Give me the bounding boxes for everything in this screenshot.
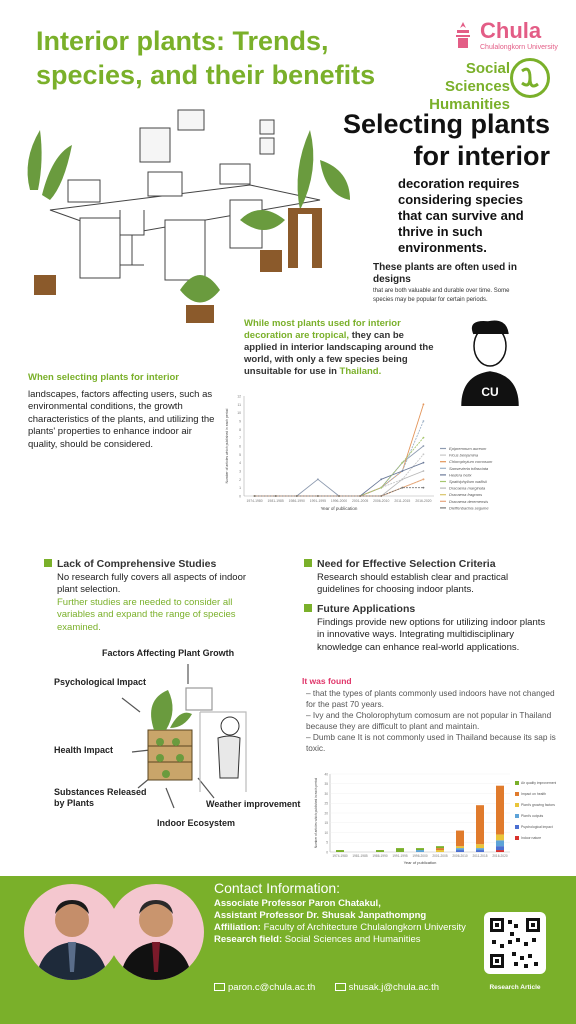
x-tick-label: 2016-2020	[415, 499, 432, 503]
factors-bar-chart	[310, 770, 556, 874]
legend-swatch	[515, 825, 519, 829]
legend-label: Impact on health	[521, 792, 547, 796]
tropical-paragraph: While most plants used for interior decoration are tropical, they can be applied in interior landscaping around the world, with only a few species being unsuitable for use in Thailand.	[244, 318, 434, 377]
x-tick-label: 1986-1990	[372, 854, 388, 858]
bar-segment	[456, 831, 464, 847]
legend-label: Chlorophytum comosum	[449, 459, 493, 465]
qr-label: Research Article	[489, 984, 541, 991]
data-point	[423, 437, 425, 439]
bar-segment	[476, 805, 484, 844]
future-heading: Future Applications	[317, 603, 416, 615]
y-tick-label: 12	[237, 394, 241, 399]
x-tick-label: 1981-1985	[352, 854, 368, 858]
intro-headline: Selecting plants for interior	[342, 109, 550, 171]
contact-name-1: Associate Professor Paron Chatakul,	[214, 898, 381, 909]
species-line-chart	[222, 390, 552, 526]
data-point	[401, 487, 403, 489]
x-tick-label: 2016-2020	[492, 854, 508, 858]
data-point	[254, 495, 256, 497]
bar-segment	[416, 850, 424, 852]
y-tick-label: 4	[239, 461, 241, 466]
future-body: Findings provide new options for utilizing indoor plants in innovative ways. Integrating multidisciplinary knowledge can enhance real-world applications.	[317, 617, 546, 653]
bar-segment	[376, 850, 384, 852]
found-item: – Dumb cane It is not commonly used in Thailand because its sap is toxic.	[306, 732, 556, 753]
legend-label: Indoor nature	[521, 836, 542, 840]
y-tick-label: 6	[239, 444, 241, 449]
label-weather: Weather improvement	[206, 799, 301, 809]
research-qr-code[interactable]	[484, 912, 546, 974]
when-heading: When selecting plants for interior	[28, 372, 179, 383]
y-tick-label: 40	[324, 772, 328, 777]
legend-swatch	[515, 803, 519, 807]
x-tick-label: 1991-1995	[392, 854, 408, 858]
x-tick-label: 1974-1980	[332, 854, 348, 858]
email-link-shusak[interactable]: shusak.j@chula.ac.th	[348, 982, 440, 993]
y-tick-label: 10	[324, 830, 328, 835]
section-lack	[44, 558, 254, 634]
data-point	[423, 487, 425, 489]
x-tick-label: 2006-2010	[373, 499, 390, 503]
legend-label: Dracaena fragrans	[449, 492, 483, 498]
y-tick-label: 0	[326, 850, 328, 855]
data-point	[359, 495, 361, 497]
x-tick-label: 1996-2000	[412, 854, 428, 858]
need-heading: Need for Effective Selection Criteria	[317, 558, 496, 570]
y-tick-label: 30	[324, 791, 328, 796]
contact-affiliation: Faculty of Architecture Chulalongkorn University	[260, 922, 466, 933]
legend-swatch	[515, 792, 519, 796]
label-psych: Psychological Impact	[54, 677, 147, 687]
x-tick-label: 1981-1985	[267, 499, 284, 503]
y-tick-label: 9	[239, 419, 241, 424]
bar-segment	[416, 848, 424, 850]
intro-small-bold: These plants are often used in designs	[373, 262, 517, 285]
legend-swatch	[515, 836, 519, 840]
y-tick-label: 15	[324, 821, 328, 826]
data-point	[401, 470, 403, 472]
data-point	[423, 445, 425, 447]
y-axis-label: Number of articles which published in each period	[314, 777, 318, 849]
legend-label: Dracaena marginata	[449, 485, 486, 491]
series-line	[255, 421, 424, 496]
bar-segment	[496, 834, 504, 840]
bar-segment	[476, 850, 484, 852]
y-axis-label: Number of articles which published in each period	[225, 408, 229, 484]
section-future	[304, 603, 549, 654]
legend-label: Dieffenbachia seguine	[449, 505, 489, 511]
bar-segment	[336, 850, 344, 852]
label-substances: Substances Released by Plants	[54, 787, 147, 808]
found-item: – that the types of plants commonly used indoors have not changed for the past 70 years.	[306, 688, 555, 709]
series-line	[255, 479, 424, 496]
y-tick-label: 10	[237, 411, 241, 416]
lack-body: No research fully covers all aspects of indoor plant selection.	[57, 572, 247, 596]
x-tick-label: 2011-2015	[472, 854, 488, 858]
chula-subtitle: Chulalongkorn University	[480, 44, 558, 51]
data-point	[423, 420, 425, 422]
legend-label: Plant's growing factors	[521, 803, 556, 807]
contact-emails	[214, 982, 439, 993]
x-tick-label: 1996-2000	[330, 499, 348, 503]
legend-label: Dracaena deremensis	[449, 498, 489, 504]
data-point	[317, 495, 319, 497]
bar-segment	[496, 850, 504, 852]
x-tick-label: 2001-2005	[432, 854, 448, 858]
data-point	[275, 495, 277, 497]
label-health: Health Impact	[54, 745, 114, 755]
svg-text:CU: CU	[481, 385, 499, 399]
factors-illustration	[110, 660, 260, 810]
intro-subline: decoration requires considering species that can survive and thrive in such environments.	[398, 176, 524, 255]
data-point	[380, 487, 382, 489]
found-item: – Ivy and the Cholorophytum comosum are not popular in Thailand because they are difficult to plant and maintain.	[306, 710, 552, 731]
data-point	[317, 478, 319, 480]
bar-segment	[476, 848, 484, 850]
legend-label: Spathiphyllum wallisii	[449, 479, 487, 484]
data-point	[423, 470, 425, 472]
y-tick-label: 7	[239, 436, 241, 441]
legend-label: Epipremnum aureum	[449, 446, 487, 451]
contact-field: Social Sciences and Humanities	[282, 934, 421, 945]
series-line	[255, 438, 424, 496]
label-ecosystem: Indoor Ecosystem	[157, 818, 236, 828]
x-tick-label: 2006-2010	[452, 854, 468, 858]
y-tick-label: 0	[239, 494, 241, 499]
mail-icon	[214, 983, 225, 991]
legend-label: Plant's outputs	[521, 814, 544, 818]
data-point	[401, 462, 403, 464]
data-point	[401, 478, 403, 480]
faculty-label: Social Sciences Humanities	[429, 60, 510, 113]
legend-swatch	[515, 781, 519, 785]
bar-segment	[456, 846, 464, 848]
y-tick-label: 20	[324, 811, 328, 816]
found-list	[306, 688, 556, 754]
legend-label: Ficus benjamina	[449, 452, 479, 458]
ssh-emblem-icon	[510, 58, 550, 98]
legend-label: Air quality improvement	[521, 781, 556, 785]
mail-icon	[335, 983, 346, 991]
label-growth: Factors Affecting Plant Growth	[102, 648, 235, 658]
data-point	[380, 478, 382, 480]
lack-body-green: Further studies are needed to consider all variables and expand the range of species examined.	[57, 596, 236, 633]
data-point	[296, 495, 298, 497]
legend-label: Sansevieria trifasciata	[449, 465, 489, 471]
x-tick-label: 1991-1995	[309, 499, 326, 503]
email-link-paron[interactable]: paron.c@chula.ac.th	[228, 982, 316, 993]
poster-title: Interior plants: Trends, species, and their benefits	[36, 26, 376, 90]
x-tick-label: 1974-1980	[246, 499, 263, 503]
chula-name: Chula	[480, 18, 542, 43]
y-tick-label: 5	[326, 840, 328, 845]
when-body: landscapes, factors affecting users, such as environmental conditions, the growth characteristics of the plants, and utilizing the plants' properties to enhance indoor air quality, should be considered.	[28, 389, 215, 450]
x-tick-label: 2011-2015	[394, 499, 411, 503]
y-tick-label: 3	[239, 469, 241, 474]
contact-details: Associate Professor Paron Chatakul, Assistant Professor Dr. Shusak Janpathompng Affiliation: Faculty of Architecture Chulalongkorn University Research field: Social Sciences and Humanities	[214, 898, 484, 946]
bar-segment	[456, 850, 464, 852]
bar-segment	[476, 844, 484, 848]
office-illustration	[20, 100, 365, 330]
bar-segment	[396, 848, 404, 852]
portrait-paron	[24, 884, 120, 980]
need-body: Research should establish clear and practical guidelines for choosing indoor plants.	[317, 572, 509, 596]
legend-swatch	[515, 814, 519, 818]
y-tick-label: 1	[239, 486, 241, 491]
y-tick-label: 25	[324, 801, 328, 806]
x-axis-label: Year of publication	[320, 506, 358, 511]
portrait-shusak	[108, 884, 204, 980]
legend-label: Psychological impact	[521, 825, 553, 829]
series-line	[255, 488, 424, 496]
chula-logo	[452, 18, 572, 58]
y-tick-label: 5	[239, 452, 241, 457]
data-point	[423, 403, 425, 405]
data-point	[423, 478, 425, 480]
contact-name-2: Assistant Professor Dr. Shusak Janpathompng	[214, 910, 427, 921]
data-point	[338, 495, 340, 497]
found-heading: It was found	[302, 676, 352, 686]
lack-heading: Lack of Comprehensive Studies	[57, 558, 217, 570]
x-axis-label: Year of publication	[403, 860, 437, 865]
x-tick-label: 2001-2005	[352, 499, 369, 503]
bar-segment	[436, 848, 444, 850]
y-tick-label: 8	[239, 427, 241, 432]
bar-segment	[496, 846, 504, 850]
y-tick-label: 11	[237, 402, 241, 407]
data-point	[380, 495, 382, 497]
series-line	[255, 446, 424, 496]
y-tick-label: 2	[239, 477, 241, 482]
bar-segment	[436, 846, 444, 848]
contact-heading: Contact Information:	[214, 880, 341, 896]
data-point	[423, 462, 425, 464]
data-point	[423, 453, 425, 455]
legend-label: Hedera helix	[449, 472, 472, 478]
bar-segment	[436, 850, 444, 852]
bar-segment	[496, 786, 504, 835]
section-need	[304, 558, 549, 597]
bar-segment	[496, 840, 504, 846]
intro-small-text: that are both valuable and durable over time. Some species may be popular for certain periods.	[373, 288, 510, 303]
chula-crest-icon	[452, 20, 474, 50]
x-tick-label: 1986-1990	[288, 499, 305, 503]
y-tick-label: 35	[324, 782, 328, 787]
bar-segment	[456, 848, 464, 850]
series-line	[255, 479, 424, 496]
